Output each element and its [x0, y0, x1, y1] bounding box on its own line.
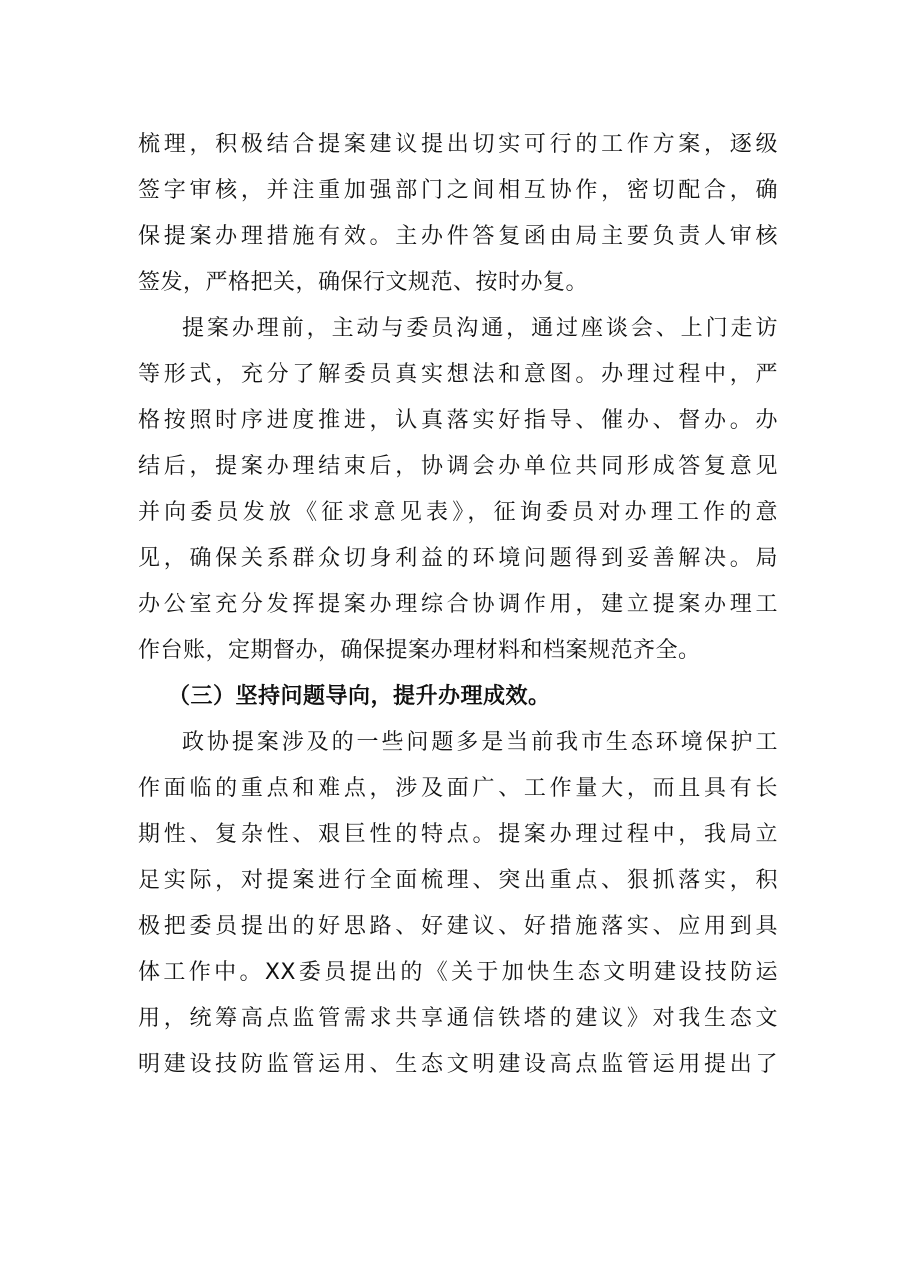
text-line: 极把委员提出的好思路、好建议、好措施落实、应用到具: [138, 914, 778, 939]
document-body: [138, 122, 778, 1088]
text-line: 签字审核，并注重加强部门之间相互协作，密切配合，确: [138, 178, 778, 203]
paragraph-1: [138, 122, 778, 306]
text-line: 作台账，定期督办，确保提案办理材料和档案规范齐全。: [138, 638, 701, 663]
text-line: 提案办理前，主动与委员沟通，通过座谈会、上门走访: [182, 316, 778, 341]
paragraph-3: [138, 720, 778, 1088]
text-line: 用，统筹高点监管需求共享通信铁塔的建议》对我生态文: [138, 1006, 778, 1031]
paragraph-2: [138, 306, 778, 674]
text-line: 格按照时序进度推进，认真落实好指导、催办、督办。办: [138, 408, 778, 433]
text-line: 并向委员发放《征求意见表》，征询委员对办理工作的意: [138, 500, 778, 525]
text-line: 见，确保关系群众切身利益的环境问题得到妥善解决。局: [138, 546, 778, 571]
text-line: 保提案办理措施有效。主办件答复函由局主要负责人审核: [138, 224, 778, 249]
text-line: 政协提案涉及的一些问题多是当前我市生态环境保护工: [182, 730, 778, 755]
text-line: 体工作中。XX委员提出的《关于加快生态文明建设技防运: [138, 960, 778, 985]
text-line: 期性、复杂性、艰巨性的特点。提案办理过程中，我局立: [138, 822, 778, 847]
text-line: 作面临的重点和难点，涉及面广、工作量大，而且具有长: [138, 776, 778, 801]
text-line: 明建设技防监管运用、生态文明建设高点监管运用提出了: [138, 1052, 778, 1077]
section-heading: （三）坚持问题导向，提升办理成效。: [168, 684, 551, 709]
text-line: 足实际，对提案进行全面梳理、突出重点、狠抓落实，积: [138, 868, 778, 893]
text-line: 梳理，积极结合提案建议提出切实可行的工作方案，逐级: [138, 132, 778, 157]
text-line: 办公室充分发挥提案办理综合协调作用，建立提案办理工: [138, 592, 778, 617]
text-line: 签发，严格把关，确保行文规范、按时办复。: [138, 270, 589, 295]
text-line: 等形式，充分了解委员真实想法和意图。办理过程中，严: [138, 362, 778, 387]
text-line: 结后，提案办理结束后，协调会办单位共同形成答复意见: [138, 454, 778, 479]
